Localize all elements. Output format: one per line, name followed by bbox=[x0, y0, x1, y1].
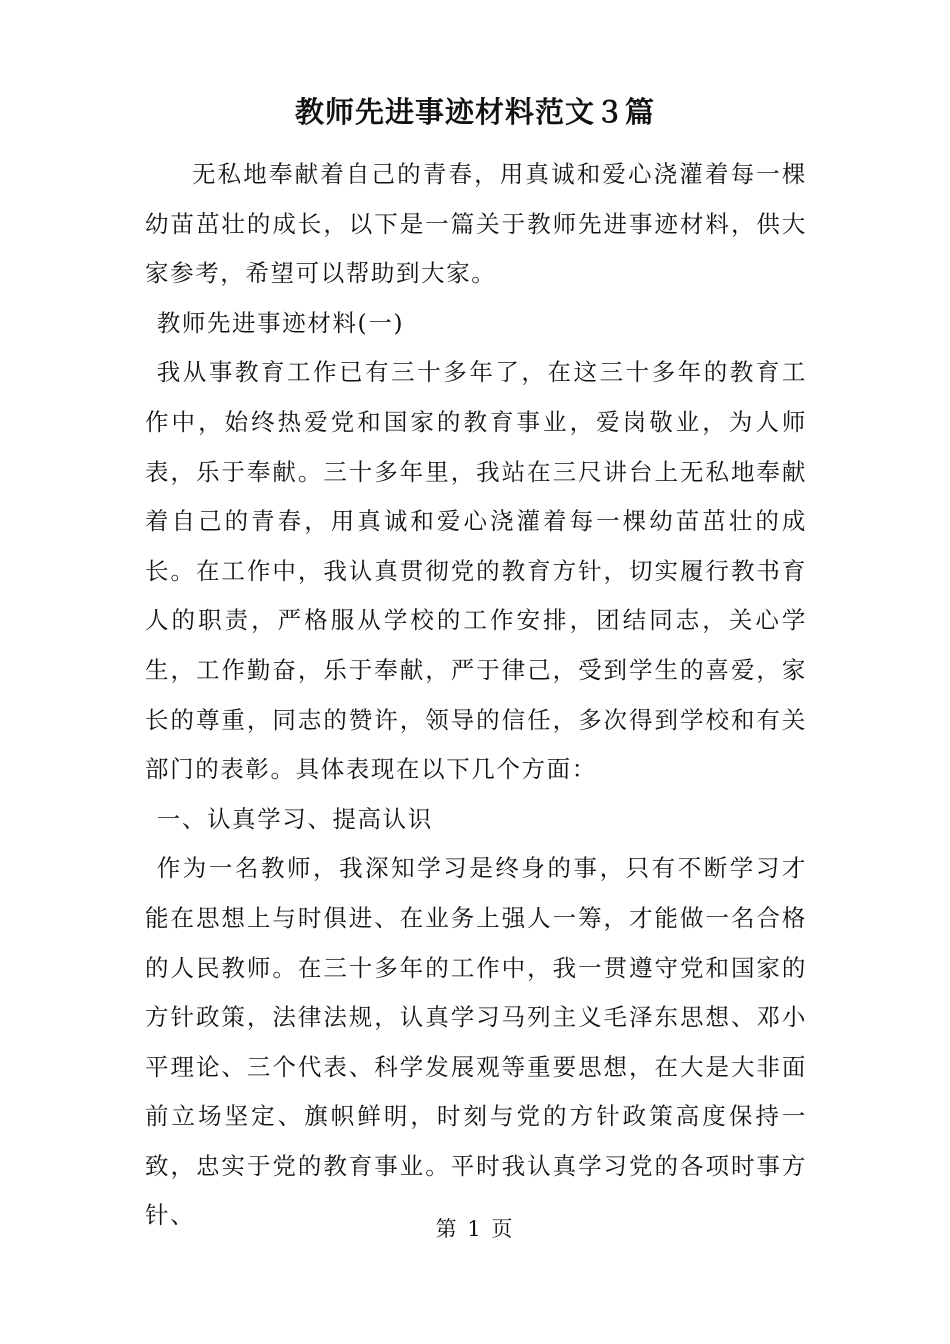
page-number: 第 1 页 bbox=[435, 1217, 515, 1241]
subsection-heading: 一、认真学习、提高认识 bbox=[156, 804, 433, 833]
body-paragraph: 我从事教育工作已有三十多年了，在这三十多年的教育工作中，始终热爱党和国家的教育事业，爱岗敬业，为人师表，乐于奉献。三十多年里，我站在三尺讲台上无私地奉献着自己的青春，用真诚和爱心浇灌着每一棵幼苗茁壮的成长。在工作中，我认真贯彻党的教育方针，切实履行教书育人的职责，严格服从学校的工作安排，团结同志，关心学生，工作勤奋，乐于奉献，严于律己，受到学生的喜爱，家长的尊重，同志的赞许，领导的信任，多次得到学校和有关部门的表彰。具体表现在以下几个方面： bbox=[145, 358, 807, 784]
intro-paragraph: 无私地奉献着自己的青春，用真诚和爱心浇灌着每一棵幼苗茁壮的成长，以下是一篇关于教师先进事迹材料，供大家参考，希望可以帮助到大家。 bbox=[145, 160, 807, 288]
section-heading: 教师先进事迹材料(一) bbox=[156, 308, 405, 337]
document-title: 教师先进事迹材料范文３篇 bbox=[294, 95, 655, 129]
document-body bbox=[145, 150, 807, 1241]
body-paragraph: 作为一名教师，我深知学习是终身的事，只有不断学习才能在思想上与时俱进、在业务上强人一筹，才能做一名合格的人民教师。在三十多年的工作中，我一贯遵守党和国家的方针政策，法律法规，认真学习马列主义毛泽东思想、邓小平理论、三个代表、科学发展观等重要思想，在大是大非面前立场坚定、旗帜鲜明，时刻与党的方针政策高度保持一致，忠实于党的教育事业。平时我认真学习党的各项时事方针、 bbox=[145, 854, 807, 1230]
